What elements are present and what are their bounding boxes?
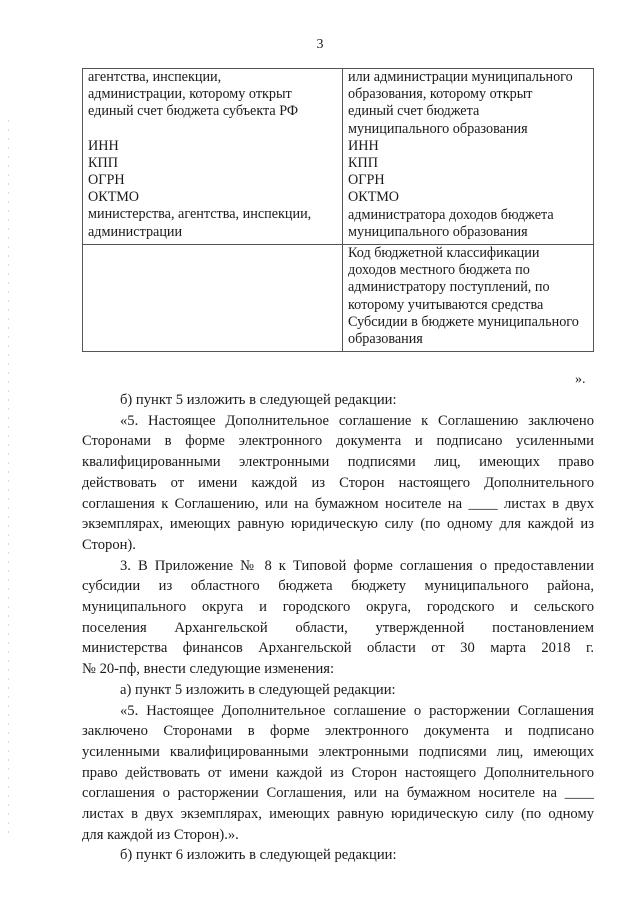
cell-line: администратору поступлений, по	[348, 279, 550, 296]
text-line: право действовать от имени каждой из Сторон настоящего Дополнительного	[82, 764, 594, 781]
table-cell-left	[83, 69, 343, 245]
cell-line: КПП	[348, 155, 378, 172]
cell-line: которому учитываются средства	[348, 296, 544, 313]
cell-line: доходов местного бюджета по	[348, 262, 530, 279]
text-line: Сторон).	[82, 536, 136, 553]
table-cell-left-empty	[83, 245, 343, 352]
requisites-table	[82, 68, 594, 352]
text-line: министерства финансов Архангельской области от 30 марта 2018 г.	[82, 640, 594, 657]
cell-line: агентства, инспекции,	[88, 69, 222, 85]
text-line: для каждой из Сторон).».	[82, 826, 239, 843]
cell-line: администратора доходов бюджета	[348, 206, 554, 223]
text-line: а) пункт 5 изложить в следующей редакции:	[120, 681, 396, 698]
paragraph-subitem-b	[82, 390, 594, 411]
cell-line: единый счет бюджета	[348, 103, 480, 120]
cell-line: администрации, которому открыт	[88, 86, 292, 103]
cell-line: или администрации муниципального	[348, 69, 573, 85]
table-cell-right	[343, 69, 594, 245]
text-line: заключено Сторонами в форме электронного документа и подписано	[82, 723, 594, 740]
paragraph-subitem-b-6	[82, 845, 594, 866]
cell-line: образования	[348, 331, 423, 348]
page-number: 3	[316, 37, 324, 52]
text-line: муниципального округа и городского округа, городского и сельского	[82, 599, 594, 616]
paragraph-item-3	[82, 556, 594, 680]
text-line: квалифицированными электронными подписями лиц, имеющих право	[82, 454, 594, 471]
cell-gap	[88, 121, 338, 138]
text-line: Сторонами в форме электронного документа и подписано усиленными	[82, 433, 594, 450]
text-line: «5. Настоящее Дополнительное соглашение к Соглашению заключено	[120, 412, 594, 429]
document-body	[82, 390, 594, 866]
text-line: 3. В Приложение № 8 к Типовой форме соглашения о предоставлении	[120, 557, 594, 574]
cell-line: ОГРН	[348, 172, 385, 189]
cell-line: муниципального образования	[348, 120, 528, 137]
text-line: листах в двух экземплярах, имеющих равную юридическую силу (по одному	[82, 806, 594, 823]
cell-line: администрации	[88, 223, 183, 240]
text-line: субсидии из областного бюджета бюджету муниципального района,	[82, 578, 594, 595]
text-line: усиленными квалифицированными электронными подписями лиц, имеющих	[82, 743, 594, 760]
cell-line: ОКТМО	[88, 189, 140, 206]
table-row	[83, 245, 594, 352]
table-row	[83, 69, 594, 245]
text-line: соглашения о расторжении Соглашения, или на бумажном носителе на ____	[82, 785, 594, 802]
paragraph-quote-clause-5-termination	[82, 701, 594, 846]
closing-quote: ».	[575, 372, 586, 387]
cell-line: КПП	[88, 154, 118, 171]
text-line: б) пункт 6 изложить в следующей редакции:	[120, 847, 397, 864]
cell-line: ОКТМО	[348, 189, 400, 206]
paragraph-quote-clause-5	[82, 411, 594, 556]
text-line: поселения Архангельской области, утвержденной постановлением	[82, 619, 594, 636]
text-line: б) пункт 5 изложить в следующей редакции:	[120, 392, 397, 408]
cell-line: образования, которому открыт	[348, 86, 533, 103]
paragraph-subitem-a	[82, 680, 594, 701]
text-line: № 20-пф, внести следующие изменения:	[82, 661, 335, 678]
table-cell-right	[343, 245, 594, 352]
text-line: действовать от имени каждой из Сторон настоящего Дополнительного	[82, 474, 594, 491]
cell-line: муниципального образования	[348, 223, 528, 240]
cell-line: Субсидии в бюджете муниципального	[348, 313, 579, 330]
text-line: «5. Настоящее Дополнительное соглашение о расторжении Соглашения	[120, 702, 594, 719]
cell-line: единый счет бюджета субъекта РФ	[88, 103, 299, 120]
cell-line: ИНН	[88, 137, 119, 154]
cell-line: ОГРН	[88, 172, 125, 189]
cell-line: министерства, агентства, инспекции,	[88, 206, 312, 223]
cell-line: ИНН	[348, 137, 379, 154]
scan-margin-marks	[8, 120, 9, 840]
cell-line: Код бюджетной классификации	[348, 245, 540, 262]
text-line: соглашения к Соглашению, или на бумажном носителе на ____ листах в двух	[82, 495, 594, 512]
text-line: экземплярах, имеющих равную юридическую силу (по одному для каждой из	[82, 516, 594, 533]
